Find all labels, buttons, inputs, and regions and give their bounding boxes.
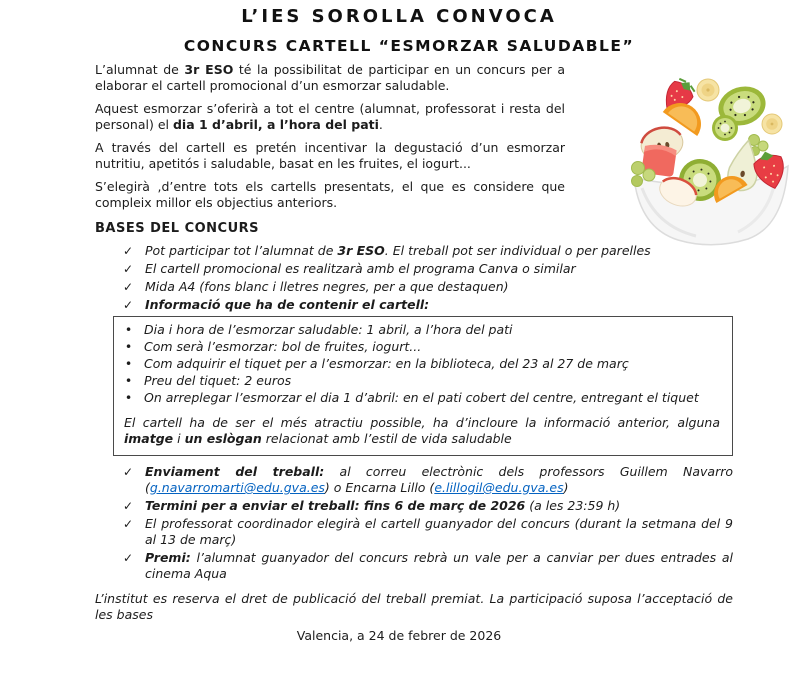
bullet-icon: •	[124, 322, 133, 337]
email-link-lillo[interactable]: e.lillogil@edu.gva.es	[434, 480, 564, 495]
bullet-item-pickup	[122, 390, 722, 406]
email-link-navarro[interactable]: g.navarromarti@edu.gva.es	[149, 480, 325, 495]
check-icon: ✓	[123, 517, 134, 531]
info-bullet-list	[122, 322, 722, 406]
text-run-bold: 3r ESO	[337, 243, 385, 258]
bullet-item-text: On arreplegar l’esmorzar el dia 1 d’abril: en el pati cobert del centre, entregant el tiquet	[144, 390, 699, 405]
rules-checklist	[95, 243, 733, 313]
date-line: Valencia, a 24 de febrer de 2026	[296, 628, 502, 643]
bullet-item-ticket	[122, 356, 722, 372]
subtitle: CONCURS CARTELL “ESMORZAR SALUDABLE”	[183, 37, 635, 55]
bases-heading: BASES DEL CONCURS	[95, 221, 260, 236]
main-title: L’IES SOROLLA CONVOCA	[241, 6, 557, 27]
bullet-icon: •	[124, 390, 133, 405]
check-icon: ✓	[123, 280, 134, 294]
check-item-canva	[123, 261, 733, 277]
check-item-text	[145, 243, 733, 259]
text-run: Aquest esmorzar s’oferirà a tot el centre (alumnat, professorat i resta del personal) el	[95, 101, 565, 132]
bullet-icon: •	[124, 339, 133, 354]
check-item-deadline	[123, 498, 733, 514]
bullet-item-menu	[122, 339, 722, 355]
submission-checklist	[95, 464, 733, 582]
check-item-text	[145, 498, 733, 514]
check-item-text	[145, 464, 733, 496]
bullet-icon: •	[124, 373, 133, 388]
text-run: . El treball pot ser individual o per parelles	[384, 243, 651, 258]
bullet-icon: •	[124, 356, 133, 371]
text-run-bold: 3r ESO	[184, 62, 234, 77]
text-run: té la possibilitat de participar en un concurs per a elaborar el cartell promocional d’un esmorzar saludable.	[95, 62, 566, 93]
text-run: ) o Encarna Lillo (	[324, 480, 435, 495]
check-item-text: El professorat coordinador elegirà el cartell guanyador del concurs (durant la setmana del 9 al 13 de març)	[145, 516, 733, 547]
text-run: El cartell ha de ser el més atractiu possible, ha d’incloure la informació anterior, alguna	[124, 415, 720, 430]
check-item-jury	[123, 516, 733, 548]
check-item-submission	[123, 464, 733, 496]
text-run: L’alumnat de	[95, 62, 185, 77]
text-run-bold: Termini per a enviar el treball: fins 6 de març de 2026	[145, 498, 526, 513]
text-run-bold: un eslògan	[184, 431, 262, 446]
intro-paragraph-3: A través del cartell es pretén incentivar la degustació d’un esmorzar nutritiu, apetitós i saludable, basat en les fruites, el iogurt...	[95, 140, 565, 171]
poster-content	[95, 6, 733, 644]
bullet-item-date	[122, 322, 722, 338]
text-run: l’alumnat guanyador del concurs rebrà un vale per a canviar per dues entrades al cinema Aqua	[145, 550, 733, 581]
check-icon: ✓	[123, 244, 134, 258]
bullet-item-text: Preu del tiquet: 2 euros	[144, 373, 292, 388]
check-item-text	[145, 550, 733, 582]
text-run: al correu electrònic dels professors Guillem Navarro (	[145, 464, 733, 495]
bullet-item-text: Dia i hora de l’esmorzar saludable: 1 abril, a l’hora del pati	[144, 322, 513, 337]
text-run-bold: Enviament del treball:	[145, 464, 325, 479]
check-icon: ✓	[123, 499, 134, 513]
intro-paragraph-4: S’elegirà ,d’entre tots els cartells presentats, el que es considere que compleix millor els objectius anteriors.	[95, 179, 565, 210]
check-item-info	[123, 297, 733, 313]
text-run-bold: imatge	[124, 431, 174, 446]
text-run: )	[563, 480, 569, 495]
check-item-text: El cartell promocional es realitzarà amb el programa Canva o similar	[145, 261, 576, 276]
text-run: .	[378, 117, 383, 132]
bullet-item-price	[122, 373, 722, 389]
intro-paragraph-1	[95, 62, 565, 94]
check-item-participants	[123, 243, 733, 259]
check-item-size	[123, 279, 733, 295]
text-run: i	[173, 431, 185, 446]
check-icon: ✓	[123, 551, 134, 565]
intro-paragraph-2	[95, 101, 565, 133]
check-item-text: Informació que ha de contenir el cartell:	[145, 297, 430, 312]
text-run: relacionat amb l’estil de vida saludable	[261, 431, 512, 446]
closing-paragraph: L’institut es reserva el dret de publicació del treball premiat. La participació suposa l’acceptació de les bases	[95, 591, 733, 622]
text-run-bold: dia 1 d’abril, a l’hora del pati	[172, 117, 379, 132]
check-icon: ✓	[123, 298, 134, 312]
check-icon: ✓	[123, 262, 134, 276]
bullet-item-text: Com serà l’esmorzar: bol de fruites, iogurt...	[144, 339, 422, 354]
text-run: Pot participar tot l’alumnat de	[145, 243, 338, 258]
check-item-prize	[123, 550, 733, 582]
info-box	[113, 316, 733, 456]
bullet-item-text: Com adquirir el tiquet per a l’esmorzar: en la biblioteca, del 23 al 27 de març	[144, 356, 629, 371]
text-run: (a les 23:59 h)	[525, 498, 621, 513]
info-box-note	[124, 415, 720, 447]
check-item-text: Mida A4 (fons blanc i lletres negres, per a que destaquen)	[145, 279, 509, 294]
check-icon: ✓	[123, 465, 134, 479]
text-run-bold: Premi:	[145, 550, 191, 565]
